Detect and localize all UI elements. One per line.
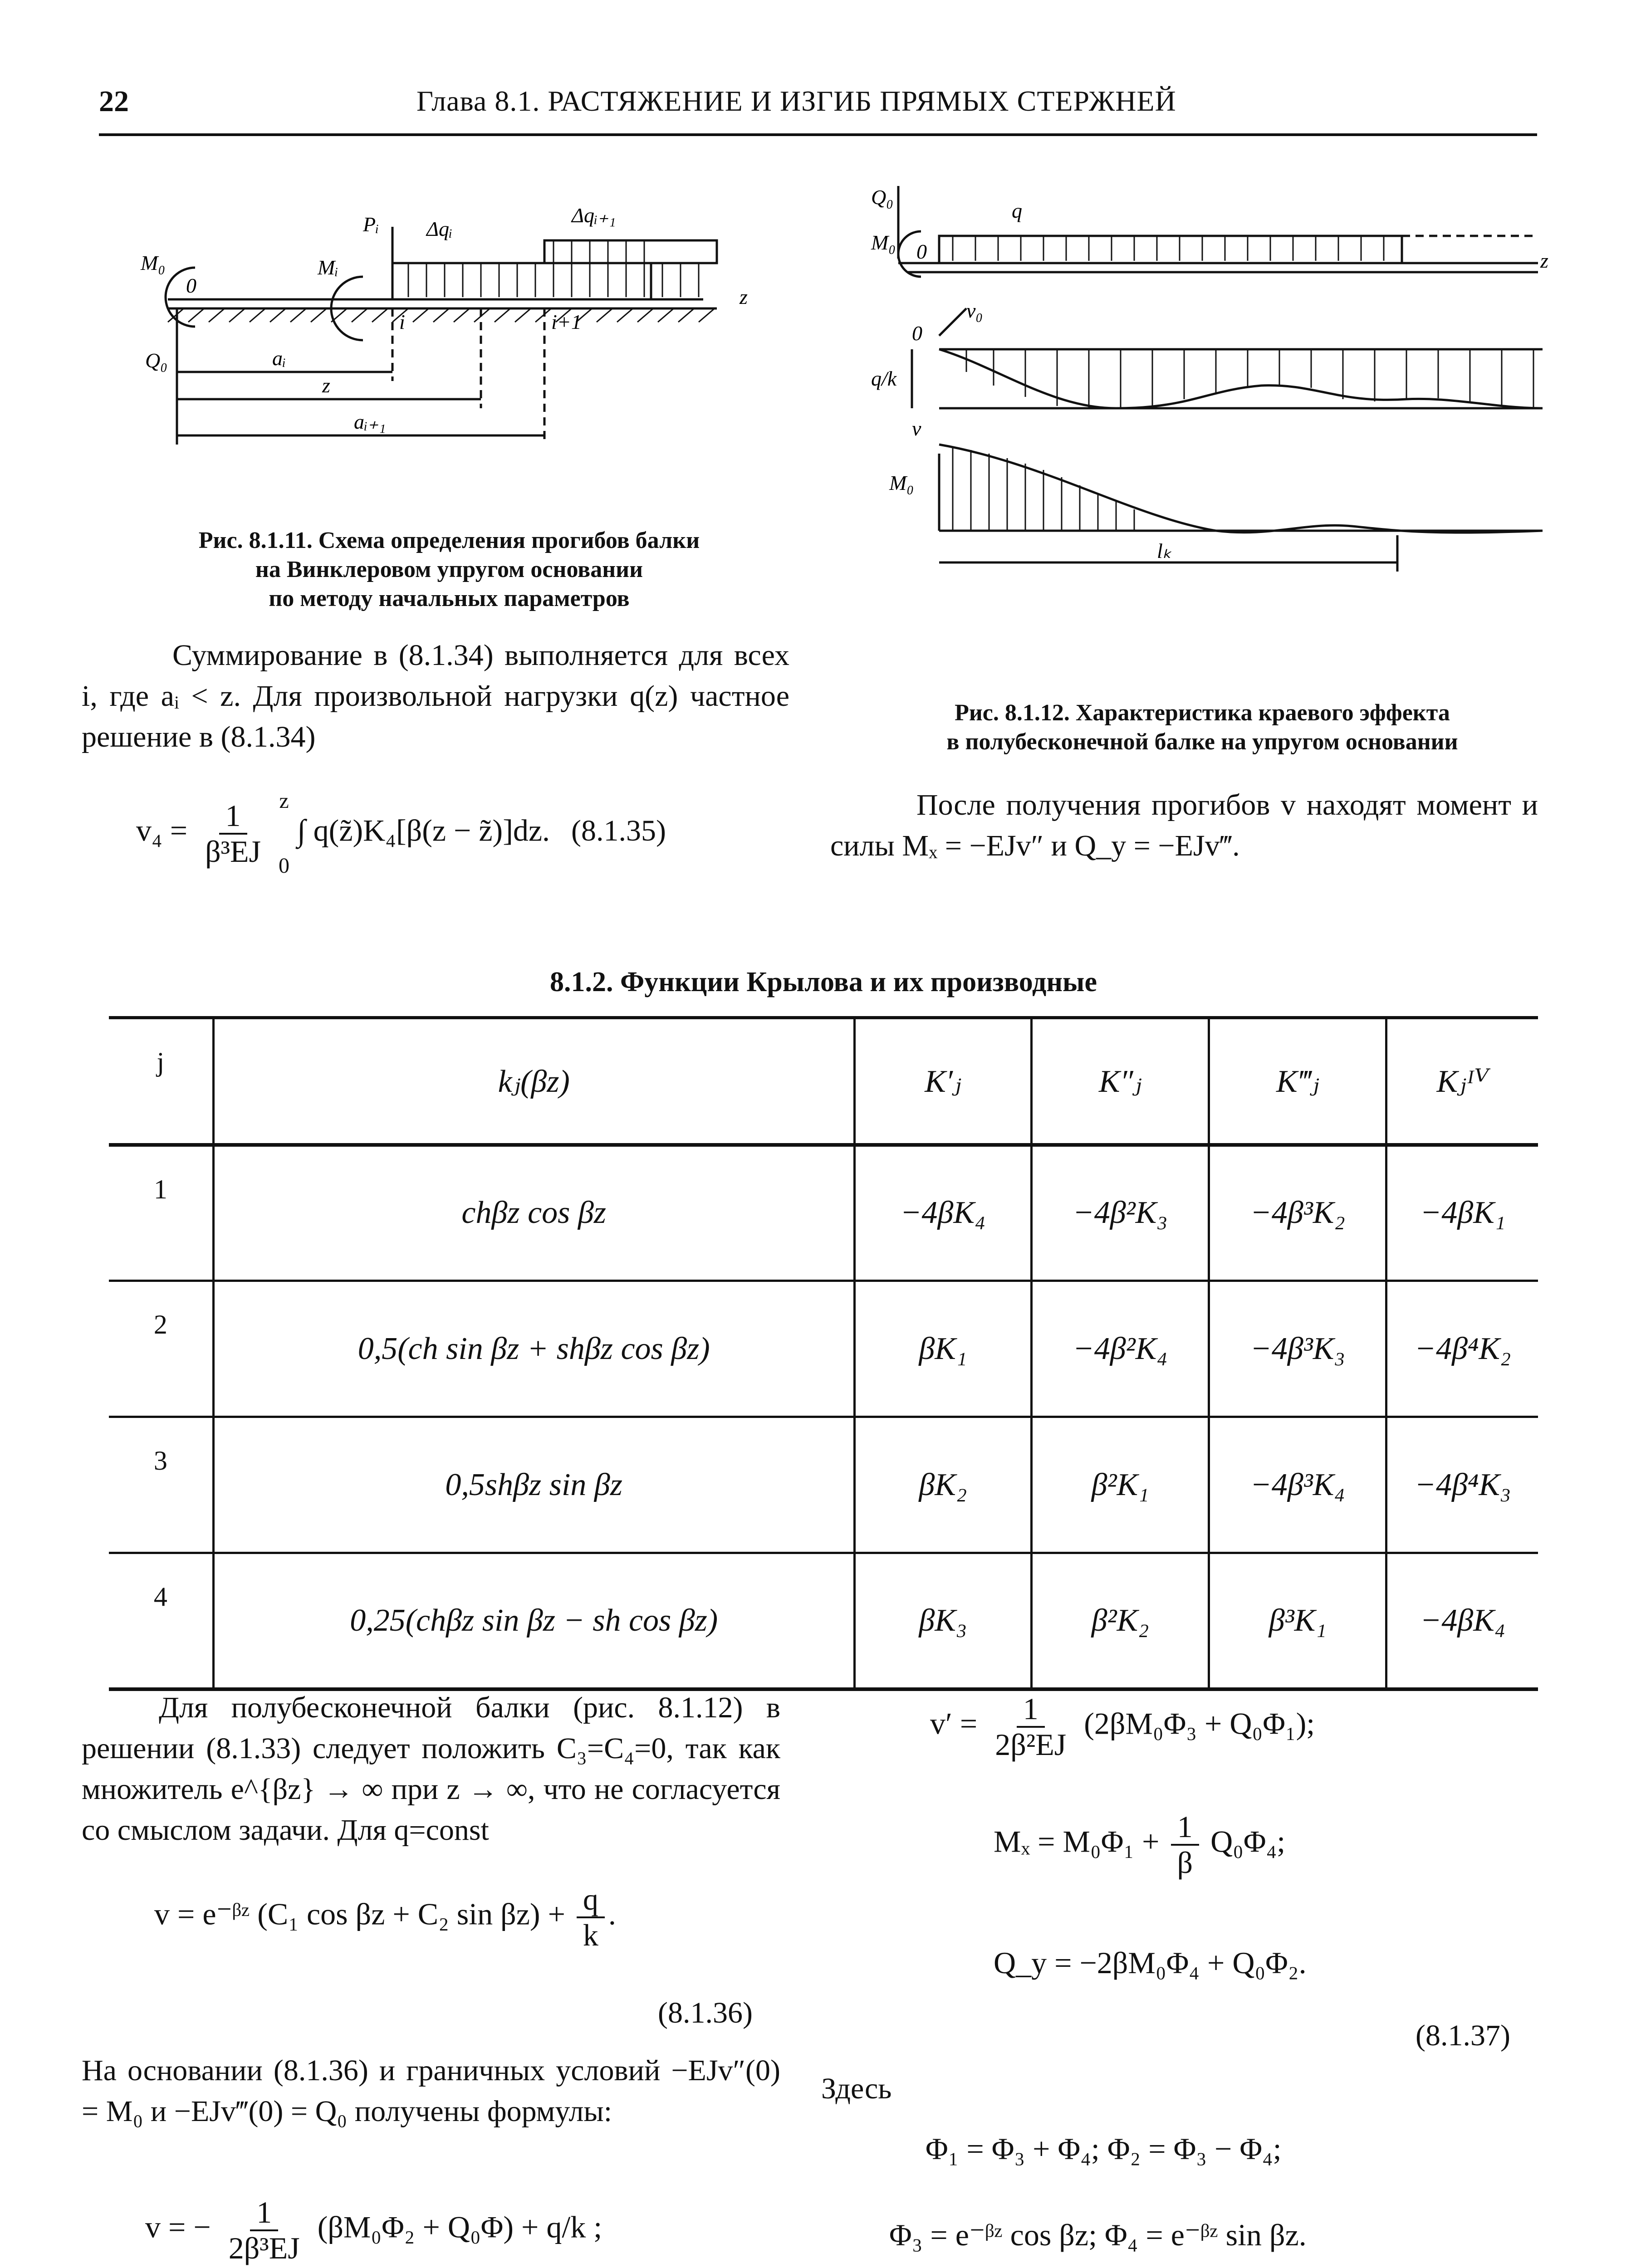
label-v0: v₀	[966, 299, 983, 322]
load-block-dq-i	[392, 263, 651, 299]
label-z-axis: z	[1540, 249, 1548, 272]
paragraph-semi-infinite-beam: Для полубесконечной балки (рис. 8.1.12) в решении (8.1.33) следует положить C₃=C₄=0, так как множитель e^{βz} → ∞ при z → ∞, что не согласуется со смыслом задачи. Для q=const	[82, 1691, 780, 1847]
label-q: q	[1012, 199, 1022, 222]
label-a-i: aᵢ	[272, 347, 286, 370]
equation-8-1-36-number: (8.1.36)	[658, 1996, 753, 2029]
table-row: 3 0,5shβz sin βz βK₂ β²K₁ −4β³K₄ −4β⁴K₃	[109, 1417, 1538, 1553]
krylov-functions-table	[109, 1016, 1538, 1691]
label-z-dim: z	[322, 374, 330, 397]
label-q0: Q₀	[145, 349, 168, 372]
figure-8-1-12	[862, 172, 1552, 599]
uniform-load-arrows	[953, 236, 1384, 261]
equation-8-1-38-line1: Φ₁ = Φ₃ + Φ₄; Φ₂ = Φ₃ − Φ₄;	[926, 2131, 1282, 2166]
moment-curve	[939, 445, 1543, 533]
v0-slope	[939, 308, 966, 336]
equation-8-1-35: v₄ = $\frac{1}{\text{β³EJ}}$ z 0 ∫ q(z̃)K₄[β(z − z̃)]dz. (8.1.35)	[136, 789, 666, 878]
label-qk: q/k	[871, 367, 897, 390]
label-i1: i+1	[551, 310, 582, 333]
table-title: 8.1.2. Функции Крылова и их производные	[549, 967, 1097, 997]
table-row: 2 0,5(ch sin βz + shβz cos βz) βK₁ −4β²K₄ −4β³K₃ −4β⁴K₂	[109, 1281, 1538, 1417]
label-pi: Pᵢ	[363, 213, 379, 236]
label-v: v	[912, 417, 921, 440]
label-origin-2: 0	[912, 322, 922, 345]
foundation-hatching	[168, 308, 715, 322]
label-i: i	[399, 310, 405, 333]
table-header-row	[109, 1018, 1538, 1145]
header-k3: K‴ⱼ	[1209, 1018, 1386, 1145]
equation-v-deflection: v = − $\frac{1}{\text{2β³EJ}}$ (βM₀Φ₂ + Q₀Φ) + q/k ;	[145, 2195, 602, 2265]
load-block-dq-i1	[544, 240, 717, 263]
figure-8-1-12-caption: Рис. 8.1.12. Характеристика краевого эффекта в полубесконечной балке на упругом основании	[946, 700, 1458, 755]
running-header	[99, 84, 1537, 136]
here-label: Здесь	[821, 2072, 892, 2105]
table-row: 1 chβz cos βz −4βK₄ −4β²K₃ −4β³K₂ −4βK₁	[109, 1145, 1538, 1281]
label-origin: 0	[186, 274, 196, 297]
header-k1: K′ⱼ	[854, 1018, 1031, 1145]
label-m0-diagram: M₀	[889, 471, 914, 494]
deflection-curve	[939, 349, 1543, 408]
chapter-title: Глава 8.1. РАСТЯЖЕНИЕ И ИЗГИБ ПРЯМЫХ СТЕРЖНЕЙ	[416, 85, 1176, 117]
figure-8-1-11-caption: Рис. 8.1.11. Схема определения прогибов балки на Винклеровом упругом основании по методу начальных параметров	[198, 528, 700, 611]
figure-8-1-11	[109, 172, 780, 463]
equation-8-1-37-number: (8.1.37)	[1416, 2019, 1510, 2052]
header-k4: Kⱼᴵⱽ	[1386, 1018, 1538, 1145]
paragraph-moment-forces: После получения прогибов v находят момент и силы Mₓ = −EJv″ и Q_y = −EJv‴.	[830, 788, 1538, 862]
table-row: 4 0,25(chβz sin βz − sh cos βz) βK₃ β²K₂ β³K₁ −4βK₄	[109, 1553, 1538, 1689]
uniform-load	[939, 236, 1402, 263]
label-dq-i: Δqᵢ	[426, 217, 453, 240]
equation-8-1-36: v = e⁻ᵝᶻ (C₁ cos βz + C₂ sin βz) + $\frac{q}{k}$ .	[154, 1882, 616, 1952]
label-lk: lₖ	[1157, 539, 1172, 562]
label-m0: M₀	[871, 231, 896, 254]
header-kj: kⱼ(βz)	[213, 1018, 854, 1145]
moment-hatching	[953, 447, 1134, 531]
header-k2: K″ⱼ	[1031, 1018, 1209, 1145]
load-arrows	[408, 240, 699, 297]
label-q0: Q₀	[871, 186, 894, 209]
label-dq-i1: Δqᵢ₊₁	[572, 204, 616, 227]
paragraph-summation: Суммирование в (8.1.34) выполняется для всех i, где aᵢ < z. Для произвольной нагрузки q(z) частное решение в (8.1.34)	[82, 639, 789, 753]
equation-8-1-38-line2: Φ₃ = e⁻ᵝᶻ cos βz; Φ₄ = e⁻ᵝᶻ sin βz.	[889, 2218, 1307, 2252]
paragraph-boundary-conditions: На основании (8.1.36) и граничных условий −EJv″(0) = M₀ и −EJv‴(0) = Q₀ получены формулы:	[82, 2054, 780, 2128]
label-origin: 0	[916, 240, 927, 263]
equation-8-1-37-line1: v′ = $\frac{1}{\text{2β²EJ}}$ (2βM₀Φ₃ + Q₀Φ₁);	[930, 1691, 1315, 1762]
page-number: 22	[99, 85, 129, 118]
equation-8-1-37-line3: Q_y = −2βM₀Φ₄ + Q₀Φ₂.	[994, 1945, 1307, 1980]
equation-8-1-37-line2: Mₓ = M₀Φ₁ + $\frac{1}{\beta}$ Q₀Φ₄;	[994, 1809, 1286, 1880]
label-m0: M₀	[141, 251, 166, 274]
label-mi: Mᵢ	[318, 256, 338, 279]
label-a-i1: aᵢ₊₁	[354, 410, 386, 433]
label-z-axis: z	[740, 285, 748, 308]
header-j: j	[109, 1018, 213, 1145]
